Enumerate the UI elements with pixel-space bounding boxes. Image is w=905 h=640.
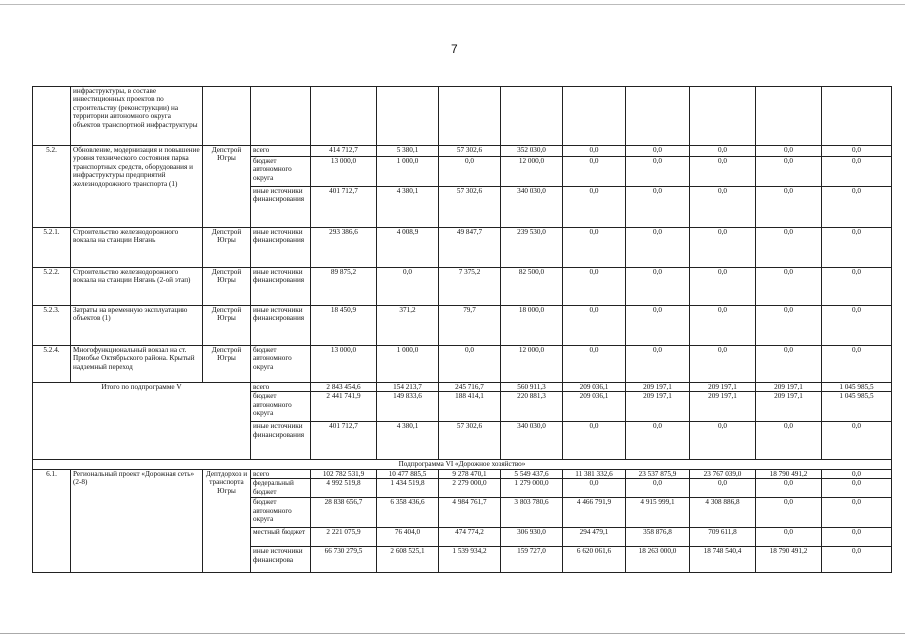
- value-cell: 293 386,6: [311, 228, 377, 268]
- value-cell: 79,7: [439, 306, 501, 346]
- value-cell: 209 197,1: [756, 383, 822, 392]
- value-cell: 0,0: [377, 268, 439, 306]
- value-cell: 0,0: [822, 268, 892, 306]
- value-cell: 0,0: [756, 146, 822, 157]
- value-cell: 102 782 531,9: [311, 469, 377, 478]
- value-cell: 0,0: [563, 346, 626, 383]
- value-cell: 0,0: [690, 146, 756, 157]
- value-cell: 0,0: [626, 187, 690, 228]
- value-cell: 0,0: [690, 228, 756, 268]
- subprogram-title: Подпрограмма VI «Дорожное хозяйство»: [33, 460, 892, 469]
- funding-source: бюджет автономного округа: [251, 157, 311, 187]
- value-cell: 0,0: [822, 346, 892, 383]
- value-cell: 18 748 540,4: [690, 547, 756, 573]
- value-cell: 352 030,0: [501, 146, 563, 157]
- funding-source: бюджет автономного округа: [251, 392, 311, 422]
- value-cell: 209 197,1: [690, 392, 756, 422]
- funding-source: всего: [251, 146, 311, 157]
- value-cell: 0,0: [756, 306, 822, 346]
- value-cell: 0,0: [822, 469, 892, 478]
- funding-source: федеральный бюджет: [251, 479, 311, 498]
- value-cell: 0,0: [822, 479, 892, 498]
- value-cell: 159 727,0: [501, 547, 563, 573]
- value-cell: 245 716,7: [439, 383, 501, 392]
- value-cell: 6 620 061,6: [563, 547, 626, 573]
- value-cell: 0,0: [563, 228, 626, 268]
- value-cell: 18 790 491,2: [756, 547, 822, 573]
- value-cell: 0,0: [626, 146, 690, 157]
- value-cell: 0,0: [563, 187, 626, 228]
- executor: [203, 87, 251, 146]
- value-cell: 0,0: [756, 157, 822, 187]
- value-cell: 0,0: [756, 528, 822, 547]
- value-cell: 0,0: [563, 479, 626, 498]
- value-cell: 1 045 985,5: [822, 383, 892, 392]
- table-row: [33, 87, 892, 146]
- value-cell: 0,0: [439, 157, 501, 187]
- value-cell: 340 030,0: [501, 187, 563, 228]
- value-cell: 0,0: [626, 157, 690, 187]
- value-cell: 4 380,1: [377, 187, 439, 228]
- source: [251, 87, 311, 146]
- value-cell: 0,0: [822, 187, 892, 228]
- value-cell: 2 843 454,6: [311, 383, 377, 392]
- executor: Депстрой Югры: [203, 146, 251, 228]
- value-cell: 220 881,3: [501, 392, 563, 422]
- value-cell: 3 803 780,6: [501, 498, 563, 528]
- value-cell: 18 000,0: [501, 306, 563, 346]
- item-name: Строительство железнодорожного вокзала на станции Нягань: [71, 228, 203, 268]
- value-cell: 57 302,6: [439, 146, 501, 157]
- funding-source: бюджет автономного округа: [251, 346, 311, 383]
- value-cell: 1 000,0: [377, 346, 439, 383]
- value-cell: 89 875,2: [311, 268, 377, 306]
- value-cell: 0,0: [756, 422, 822, 460]
- value-cell: 0,0: [756, 479, 822, 498]
- executor: Дептдорхоз и транспорта Югры: [203, 469, 251, 572]
- value-cell: 0,0: [563, 422, 626, 460]
- value-cell: 0,0: [563, 268, 626, 306]
- value-cell: 474 774,2: [439, 528, 501, 547]
- value-cell: 209 197,1: [756, 392, 822, 422]
- value-cell: 0,0: [822, 498, 892, 528]
- value-cell: [311, 87, 377, 146]
- value-cell: 28 838 656,7: [311, 498, 377, 528]
- item-name: инфраструктуры, в составе инвестиционных проектов по строительству (реконструкции) на территории автономного округа объектов транспортной инфраструктуры: [71, 87, 203, 146]
- value-cell: 6 358 436,6: [377, 498, 439, 528]
- funding-source: иные источники финансирования: [251, 268, 311, 306]
- value-cell: 2 221 075,9: [311, 528, 377, 547]
- executor: Депстрой Югры: [203, 268, 251, 306]
- value-cell: 18 790 491,2: [756, 469, 822, 478]
- financing-table: [32, 86, 892, 573]
- value-cell: 0,0: [756, 498, 822, 528]
- value-cell: 2 441 741,9: [311, 392, 377, 422]
- value-cell: [501, 87, 563, 146]
- value-cell: 0,0: [756, 346, 822, 383]
- value-cell: 0,0: [756, 228, 822, 268]
- value-cell: 1 279 000,0: [501, 479, 563, 498]
- page-number: 7: [451, 42, 458, 56]
- value-cell: 0,0: [690, 157, 756, 187]
- funding-source: всего: [251, 469, 311, 478]
- value-cell: 149 833,6: [377, 392, 439, 422]
- value-cell: 0,0: [563, 306, 626, 346]
- value-cell: 209 197,1: [690, 383, 756, 392]
- executor: Депстрой Югры: [203, 228, 251, 268]
- value-cell: 4 915 999,1: [626, 498, 690, 528]
- value-cell: 358 876,8: [626, 528, 690, 547]
- value-cell: 0,0: [822, 157, 892, 187]
- value-cell: 12 000,0: [501, 157, 563, 187]
- subprogram-header-row: [33, 460, 892, 469]
- value-cell: 401 712,7: [311, 422, 377, 460]
- value-cell: 209 197,1: [626, 383, 690, 392]
- value-cell: 0,0: [626, 228, 690, 268]
- scan-bottom-edge: [0, 633, 905, 634]
- value-cell: 209 036,1: [563, 392, 626, 422]
- value-cell: 401 712,7: [311, 187, 377, 228]
- row-number: [33, 87, 71, 146]
- value-cell: 0,0: [439, 346, 501, 383]
- table-row: [33, 469, 892, 478]
- value-cell: 5 380,1: [377, 146, 439, 157]
- table-row: [33, 346, 892, 383]
- value-cell: 0,0: [822, 146, 892, 157]
- value-cell: 18 450,9: [311, 306, 377, 346]
- value-cell: 0,0: [563, 157, 626, 187]
- value-cell: 49 847,7: [439, 228, 501, 268]
- table-row: [33, 146, 892, 157]
- value-cell: [377, 87, 439, 146]
- value-cell: 371,2: [377, 306, 439, 346]
- table-row: [33, 306, 892, 346]
- value-cell: [822, 87, 892, 146]
- value-cell: 294 479,1: [563, 528, 626, 547]
- item-name: Многофункциональный вокзал на ст. Приобье Октябрьского района. Крытый надземный переход: [71, 346, 203, 383]
- value-cell: 57 302,6: [439, 422, 501, 460]
- value-cell: 340 030,0: [501, 422, 563, 460]
- funding-source: иные источники финансирования: [251, 306, 311, 346]
- value-cell: 0,0: [756, 268, 822, 306]
- value-cell: 10 477 885,5: [377, 469, 439, 478]
- value-cell: 4 308 886,8: [690, 498, 756, 528]
- value-cell: 23 767 039,0: [690, 469, 756, 478]
- value-cell: 188 414,1: [439, 392, 501, 422]
- value-cell: 0,0: [822, 528, 892, 547]
- value-cell: 4 984 761,7: [439, 498, 501, 528]
- value-cell: 4 992 519,8: [311, 479, 377, 498]
- value-cell: 76 404,0: [377, 528, 439, 547]
- value-cell: 154 213,7: [377, 383, 439, 392]
- value-cell: 2 608 525,1: [377, 547, 439, 573]
- value-cell: 0,0: [626, 479, 690, 498]
- value-cell: 1 045 985,5: [822, 392, 892, 422]
- total-label: Итого по подпрограмме V: [33, 383, 251, 460]
- value-cell: 1 539 934,2: [439, 547, 501, 573]
- value-cell: 57 302,6: [439, 187, 501, 228]
- value-cell: 0,0: [756, 187, 822, 228]
- value-cell: 0,0: [822, 306, 892, 346]
- funding-source: иные источники финансирования: [251, 187, 311, 228]
- item-name: Обновление, модернизация и повышение уровня технического состояния парка транспортных средств, оборудования и инфраструктуры предприятий железнодорожного транспорта (1): [71, 146, 203, 228]
- value-cell: 12 000,0: [501, 346, 563, 383]
- value-cell: 2 279 000,0: [439, 479, 501, 498]
- value-cell: 0,0: [626, 346, 690, 383]
- value-cell: 66 730 279,5: [311, 547, 377, 573]
- value-cell: 239 530,0: [501, 228, 563, 268]
- value-cell: 209 036,1: [563, 383, 626, 392]
- value-cell: [690, 87, 756, 146]
- value-cell: 82 500,0: [501, 268, 563, 306]
- table-row: [33, 268, 892, 306]
- value-cell: 1 000,0: [377, 157, 439, 187]
- value-cell: 1 434 519,8: [377, 479, 439, 498]
- value-cell: 0,0: [690, 422, 756, 460]
- value-cell: 18 263 000,0: [626, 547, 690, 573]
- value-cell: 0,0: [626, 422, 690, 460]
- value-cell: 0,0: [563, 146, 626, 157]
- value-cell: 0,0: [690, 306, 756, 346]
- value-cell: 13 000,0: [311, 157, 377, 187]
- item-name: Региональный проект «Дорожная сеть» (2-8): [71, 469, 203, 572]
- value-cell: 9 278 470,1: [439, 469, 501, 478]
- funding-source: местный бюджет: [251, 528, 311, 547]
- row-number: 5.2.2.: [33, 268, 71, 306]
- value-cell: 7 375,2: [439, 268, 501, 306]
- value-cell: 0,0: [822, 228, 892, 268]
- value-cell: [626, 87, 690, 146]
- row-number: 5.2.: [33, 146, 71, 228]
- value-cell: [563, 87, 626, 146]
- value-cell: 414 712,7: [311, 146, 377, 157]
- value-cell: 0,0: [626, 268, 690, 306]
- value-cell: 0,0: [690, 268, 756, 306]
- funding-source: иные источники финансирования: [251, 228, 311, 268]
- funding-source: иные источники финансирова: [251, 547, 311, 573]
- row-number: 6.1.: [33, 469, 71, 572]
- row-number: 5.2.4.: [33, 346, 71, 383]
- value-cell: [756, 87, 822, 146]
- value-cell: 0,0: [690, 346, 756, 383]
- item-name: Затраты на временную эксплуатацию объектов (1): [71, 306, 203, 346]
- funding-source: всего: [251, 383, 311, 392]
- row-number: 5.2.1.: [33, 228, 71, 268]
- value-cell: 0,0: [690, 187, 756, 228]
- value-cell: 0,0: [822, 422, 892, 460]
- table-body: [33, 87, 892, 573]
- funding-source: иные источники финансирования: [251, 422, 311, 460]
- value-cell: 4 466 791,9: [563, 498, 626, 528]
- executor: Депстрой Югры: [203, 306, 251, 346]
- value-cell: 0,0: [822, 547, 892, 573]
- item-name: Строительство железнодорожного вокзала на станции Нягань (2-ой этап): [71, 268, 203, 306]
- scan-top-edge: [0, 4, 905, 5]
- value-cell: 5 549 437,6: [501, 469, 563, 478]
- value-cell: 709 611,8: [690, 528, 756, 547]
- funding-source: бюджет автономного округа: [251, 498, 311, 528]
- value-cell: 13 000,0: [311, 346, 377, 383]
- row-number: 5.2.3.: [33, 306, 71, 346]
- value-cell: 0,0: [690, 479, 756, 498]
- value-cell: 560 911,3: [501, 383, 563, 392]
- value-cell: 0,0: [626, 306, 690, 346]
- executor: Депстрой Югры: [203, 346, 251, 383]
- value-cell: 209 197,1: [626, 392, 690, 422]
- value-cell: [439, 87, 501, 146]
- value-cell: 4 380,1: [377, 422, 439, 460]
- value-cell: 23 537 875,9: [626, 469, 690, 478]
- value-cell: 306 930,0: [501, 528, 563, 547]
- table-row: [33, 383, 892, 392]
- value-cell: 4 008,9: [377, 228, 439, 268]
- value-cell: 11 381 332,6: [563, 469, 626, 478]
- table-row: [33, 228, 892, 268]
